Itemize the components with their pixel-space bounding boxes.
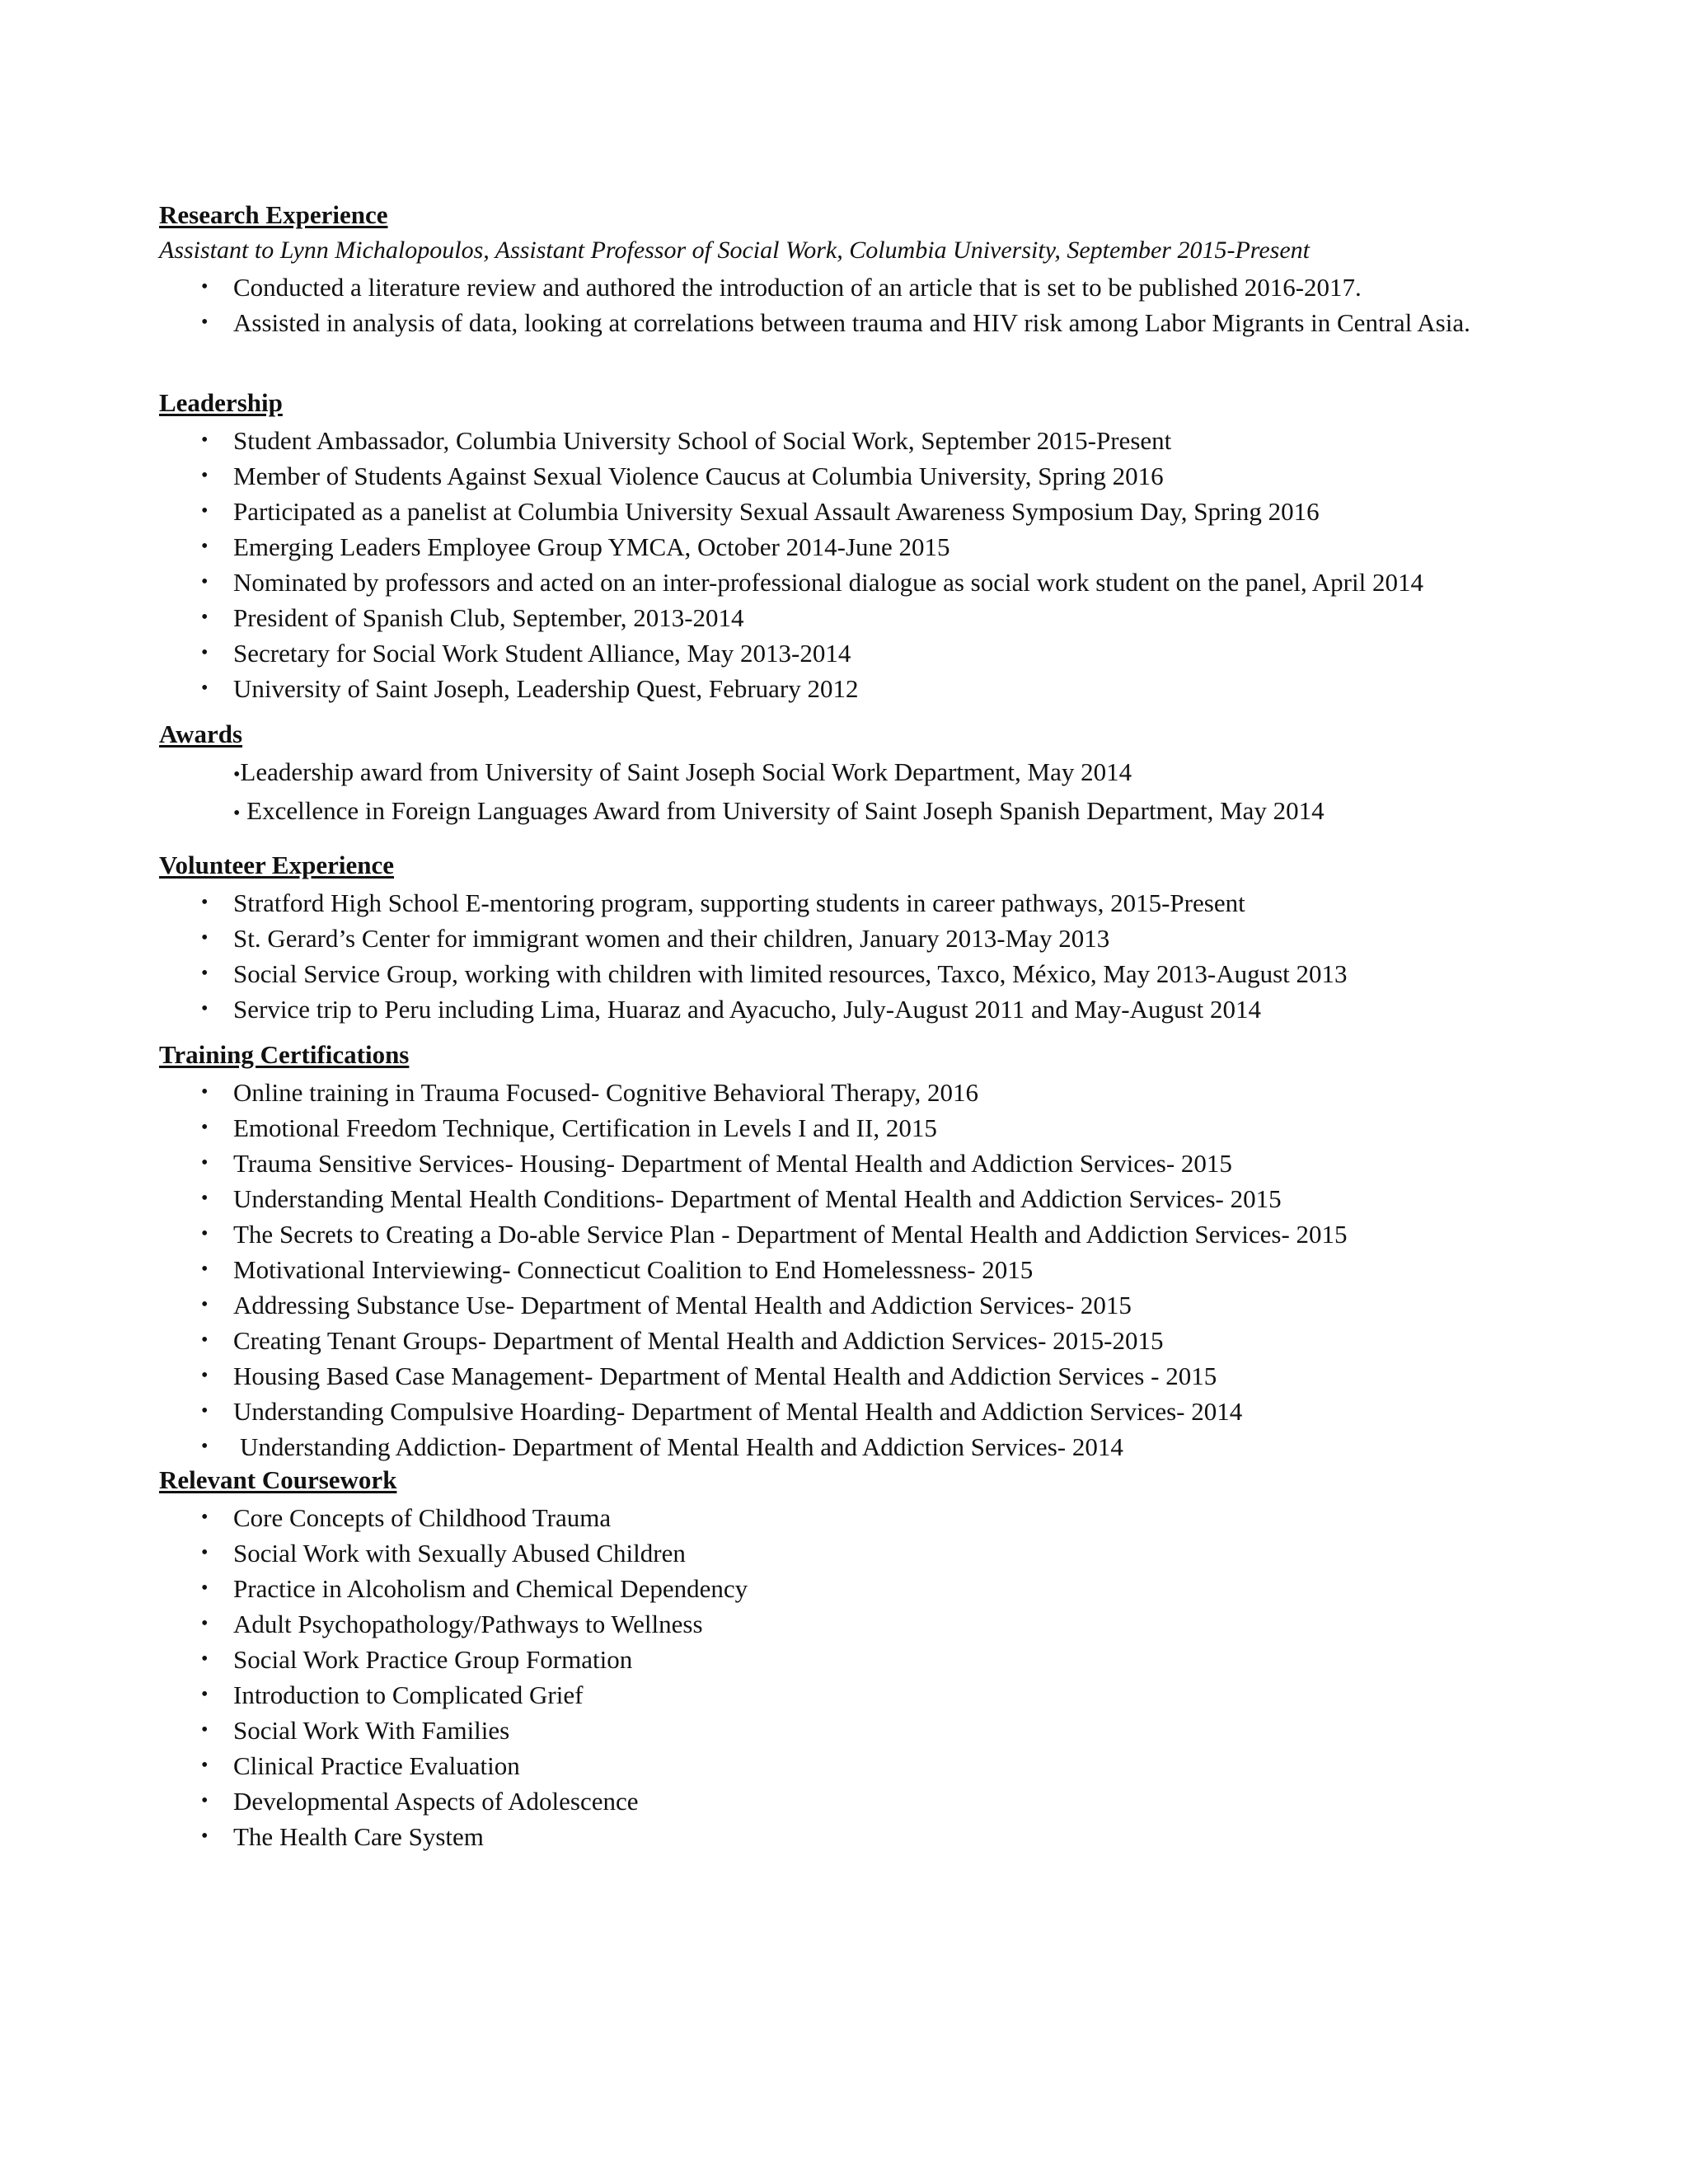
bullet-icon: • xyxy=(201,1790,209,1811)
list-item: • Social Service Group, working with children with limited resources, Taxco, México, May 2013-August 2013 xyxy=(0,956,1688,991)
list-item: • Emerging Leaders Employee Group YMCA, October 2014-June 2015 xyxy=(0,529,1688,565)
list-item: • Member of Students Against Sexual Violence Caucus at Columbia University, Spring 2016 xyxy=(0,458,1688,494)
list-item: • Social Work Practice Group Formation xyxy=(0,1642,1688,1677)
list-item: • The Secrets to Creating a Do-able Service Plan - Department of Mental Health and Addiction Services- 2015 xyxy=(0,1216,1688,1252)
bullet-icon: • xyxy=(201,276,209,298)
bullet-icon: • xyxy=(201,1294,209,1315)
bullet-icon: • xyxy=(201,1648,209,1670)
training-list xyxy=(0,1075,1688,1465)
leadership-heading: Leadership xyxy=(159,388,283,417)
list-item: • The Health Care System xyxy=(0,1819,1688,1854)
bullet-icon: • xyxy=(233,764,241,785)
volunteer-list xyxy=(0,885,1688,1027)
bullet-icon: • xyxy=(201,1684,209,1705)
bullet-icon: • xyxy=(201,1719,209,1741)
list-item: • Trauma Sensitive Services- Housing- Department of Mental Health and Addiction Services- 2015 xyxy=(0,1146,1688,1181)
list-item: • Nominated by professors and acted on an inter-professional dialogue as social work student on the panel, April 2014 xyxy=(0,565,1688,600)
bullet-icon: • xyxy=(201,642,209,663)
list-item: • Conducted a literature review and authored the introduction of an article that is set to be published 2016-2017. xyxy=(0,269,1688,305)
list-item: • Housing Based Case Management- Department of Mental Health and Addiction Services - 2015 xyxy=(0,1358,1688,1394)
bullet-icon: • xyxy=(201,607,209,628)
bullet-icon: • xyxy=(201,998,209,1019)
bullet-icon: • xyxy=(201,536,209,557)
list-item: • Service trip to Peru including Lima, Huaraz and Ayacucho, July-August 2011 and May-August 2014 xyxy=(0,991,1688,1027)
list-item: • University of Saint Joseph, Leadership Quest, February 2012 xyxy=(0,671,1688,706)
list-item: • Introduction to Complicated Grief xyxy=(0,1677,1688,1713)
bullet-icon: • xyxy=(201,892,209,913)
list-item: • Social Work with Sexually Abused Children xyxy=(0,1535,1688,1571)
list-item: • President of Spanish Club, September, 2013-2014 xyxy=(0,600,1688,635)
list-item: • Understanding Mental Health Conditions- Department of Mental Health and Addiction Services- 2015 xyxy=(0,1181,1688,1216)
list-item: • Social Work With Families xyxy=(0,1713,1688,1748)
bullet-icon: • xyxy=(201,1755,209,1776)
bullet-icon: • xyxy=(201,927,209,949)
list-item: • Secretary for Social Work Student Alliance, May 2013-2014 xyxy=(0,635,1688,671)
bullet-icon: • xyxy=(201,465,209,486)
volunteer-heading: Volunteer Experience xyxy=(159,851,394,879)
list-item: • Addressing Substance Use- Department of Mental Health and Addiction Services- 2015 xyxy=(0,1287,1688,1323)
bullet-icon: • xyxy=(201,1152,209,1174)
bullet-icon: • xyxy=(201,1542,209,1563)
list-item: • Assisted in analysis of data, looking at correlations between trauma and HIV risk among Labor Migrants in Central Asia. xyxy=(0,305,1507,340)
bullet-icon: • xyxy=(201,1117,209,1138)
list-item: • Student Ambassador, Columbia University School of Social Work, September 2015-Present xyxy=(0,423,1688,458)
coursework-list xyxy=(0,1500,1688,1854)
bullet-icon: • xyxy=(201,312,209,333)
list-item: • Participated as a panelist at Columbia University Sexual Assault Awareness Symposium Day, Spring 2016 xyxy=(0,494,1688,529)
bullet-icon: • xyxy=(233,803,241,824)
bullet-icon: • xyxy=(201,1613,209,1634)
bullet-icon: • xyxy=(201,1577,209,1599)
list-item: • Motivational Interviewing- Connecticut Coalition to End Homelessness- 2015 xyxy=(0,1252,1688,1287)
research-list xyxy=(0,269,1688,340)
list-item: • Emotional Freedom Technique, Certification in Levels I and II, 2015 xyxy=(0,1110,1688,1146)
list-item: • Stratford High School E-mentoring program, supporting students in career pathways, 2015-Present xyxy=(0,885,1688,921)
training-heading: Training Certifications xyxy=(159,1040,410,1069)
bullet-icon: • xyxy=(201,429,209,451)
bullet-icon: • xyxy=(201,677,209,699)
list-item: • Excellence in Foreign Languages Award from University of Saint Joseph Spanish Department, May 2014 xyxy=(233,796,1325,825)
bullet-icon: • xyxy=(201,1258,209,1280)
bullet-icon: • xyxy=(201,1365,209,1386)
list-item: • Clinical Practice Evaluation xyxy=(0,1748,1688,1783)
list-item: • Creating Tenant Groups- Department of Mental Health and Addiction Services- 2015-2015 xyxy=(0,1323,1688,1358)
list-item: • Understanding Compulsive Hoarding- Department of Mental Health and Addiction Services- 2014 xyxy=(0,1394,1688,1429)
bullet-icon: • xyxy=(201,1223,209,1244)
list-item: • Adult Psychopathology/Pathways to Wellness xyxy=(0,1606,1688,1642)
bullet-icon: • xyxy=(201,1825,209,1847)
research-heading: Research Experience xyxy=(159,200,388,229)
bullet-icon: • xyxy=(201,1081,209,1103)
list-item: • Practice in Alcoholism and Chemical Dependency xyxy=(0,1571,1688,1606)
research-subtitle: Assistant to Lynn Michalopoulos, Assistant Professor of Social Work, Columbia University, September 2015-Present xyxy=(159,237,1310,264)
list-item: • Developmental Aspects of Adolescence xyxy=(0,1783,1688,1819)
bullet-icon: • xyxy=(201,571,209,593)
awards-heading: Awards xyxy=(159,719,243,748)
bullet-icon: • xyxy=(201,1188,209,1209)
bullet-icon: • xyxy=(201,500,209,522)
leadership-list xyxy=(0,423,1688,706)
list-item: • Understanding Addiction- Department of Mental Health and Addiction Services- 2014 xyxy=(0,1429,1688,1465)
list-item: • St. Gerard’s Center for immigrant women and their children, January 2013-May 2013 xyxy=(0,921,1688,956)
list-item: • Core Concepts of Childhood Trauma xyxy=(0,1500,1688,1535)
list-item: • Online training in Trauma Focused- Cognitive Behavioral Therapy, 2016 xyxy=(0,1075,1688,1110)
bullet-icon: • xyxy=(201,963,209,984)
coursework-heading: Relevant Coursework xyxy=(159,1465,397,1494)
bullet-icon: • xyxy=(201,1400,209,1422)
bullet-icon: • xyxy=(201,1507,209,1528)
bullet-icon: • xyxy=(201,1436,209,1457)
awards-list xyxy=(0,754,1688,832)
list-item: •Leadership award from University of Saint Joseph Social Work Department, May 2014 xyxy=(233,757,1132,786)
bullet-icon: • xyxy=(201,1329,209,1351)
